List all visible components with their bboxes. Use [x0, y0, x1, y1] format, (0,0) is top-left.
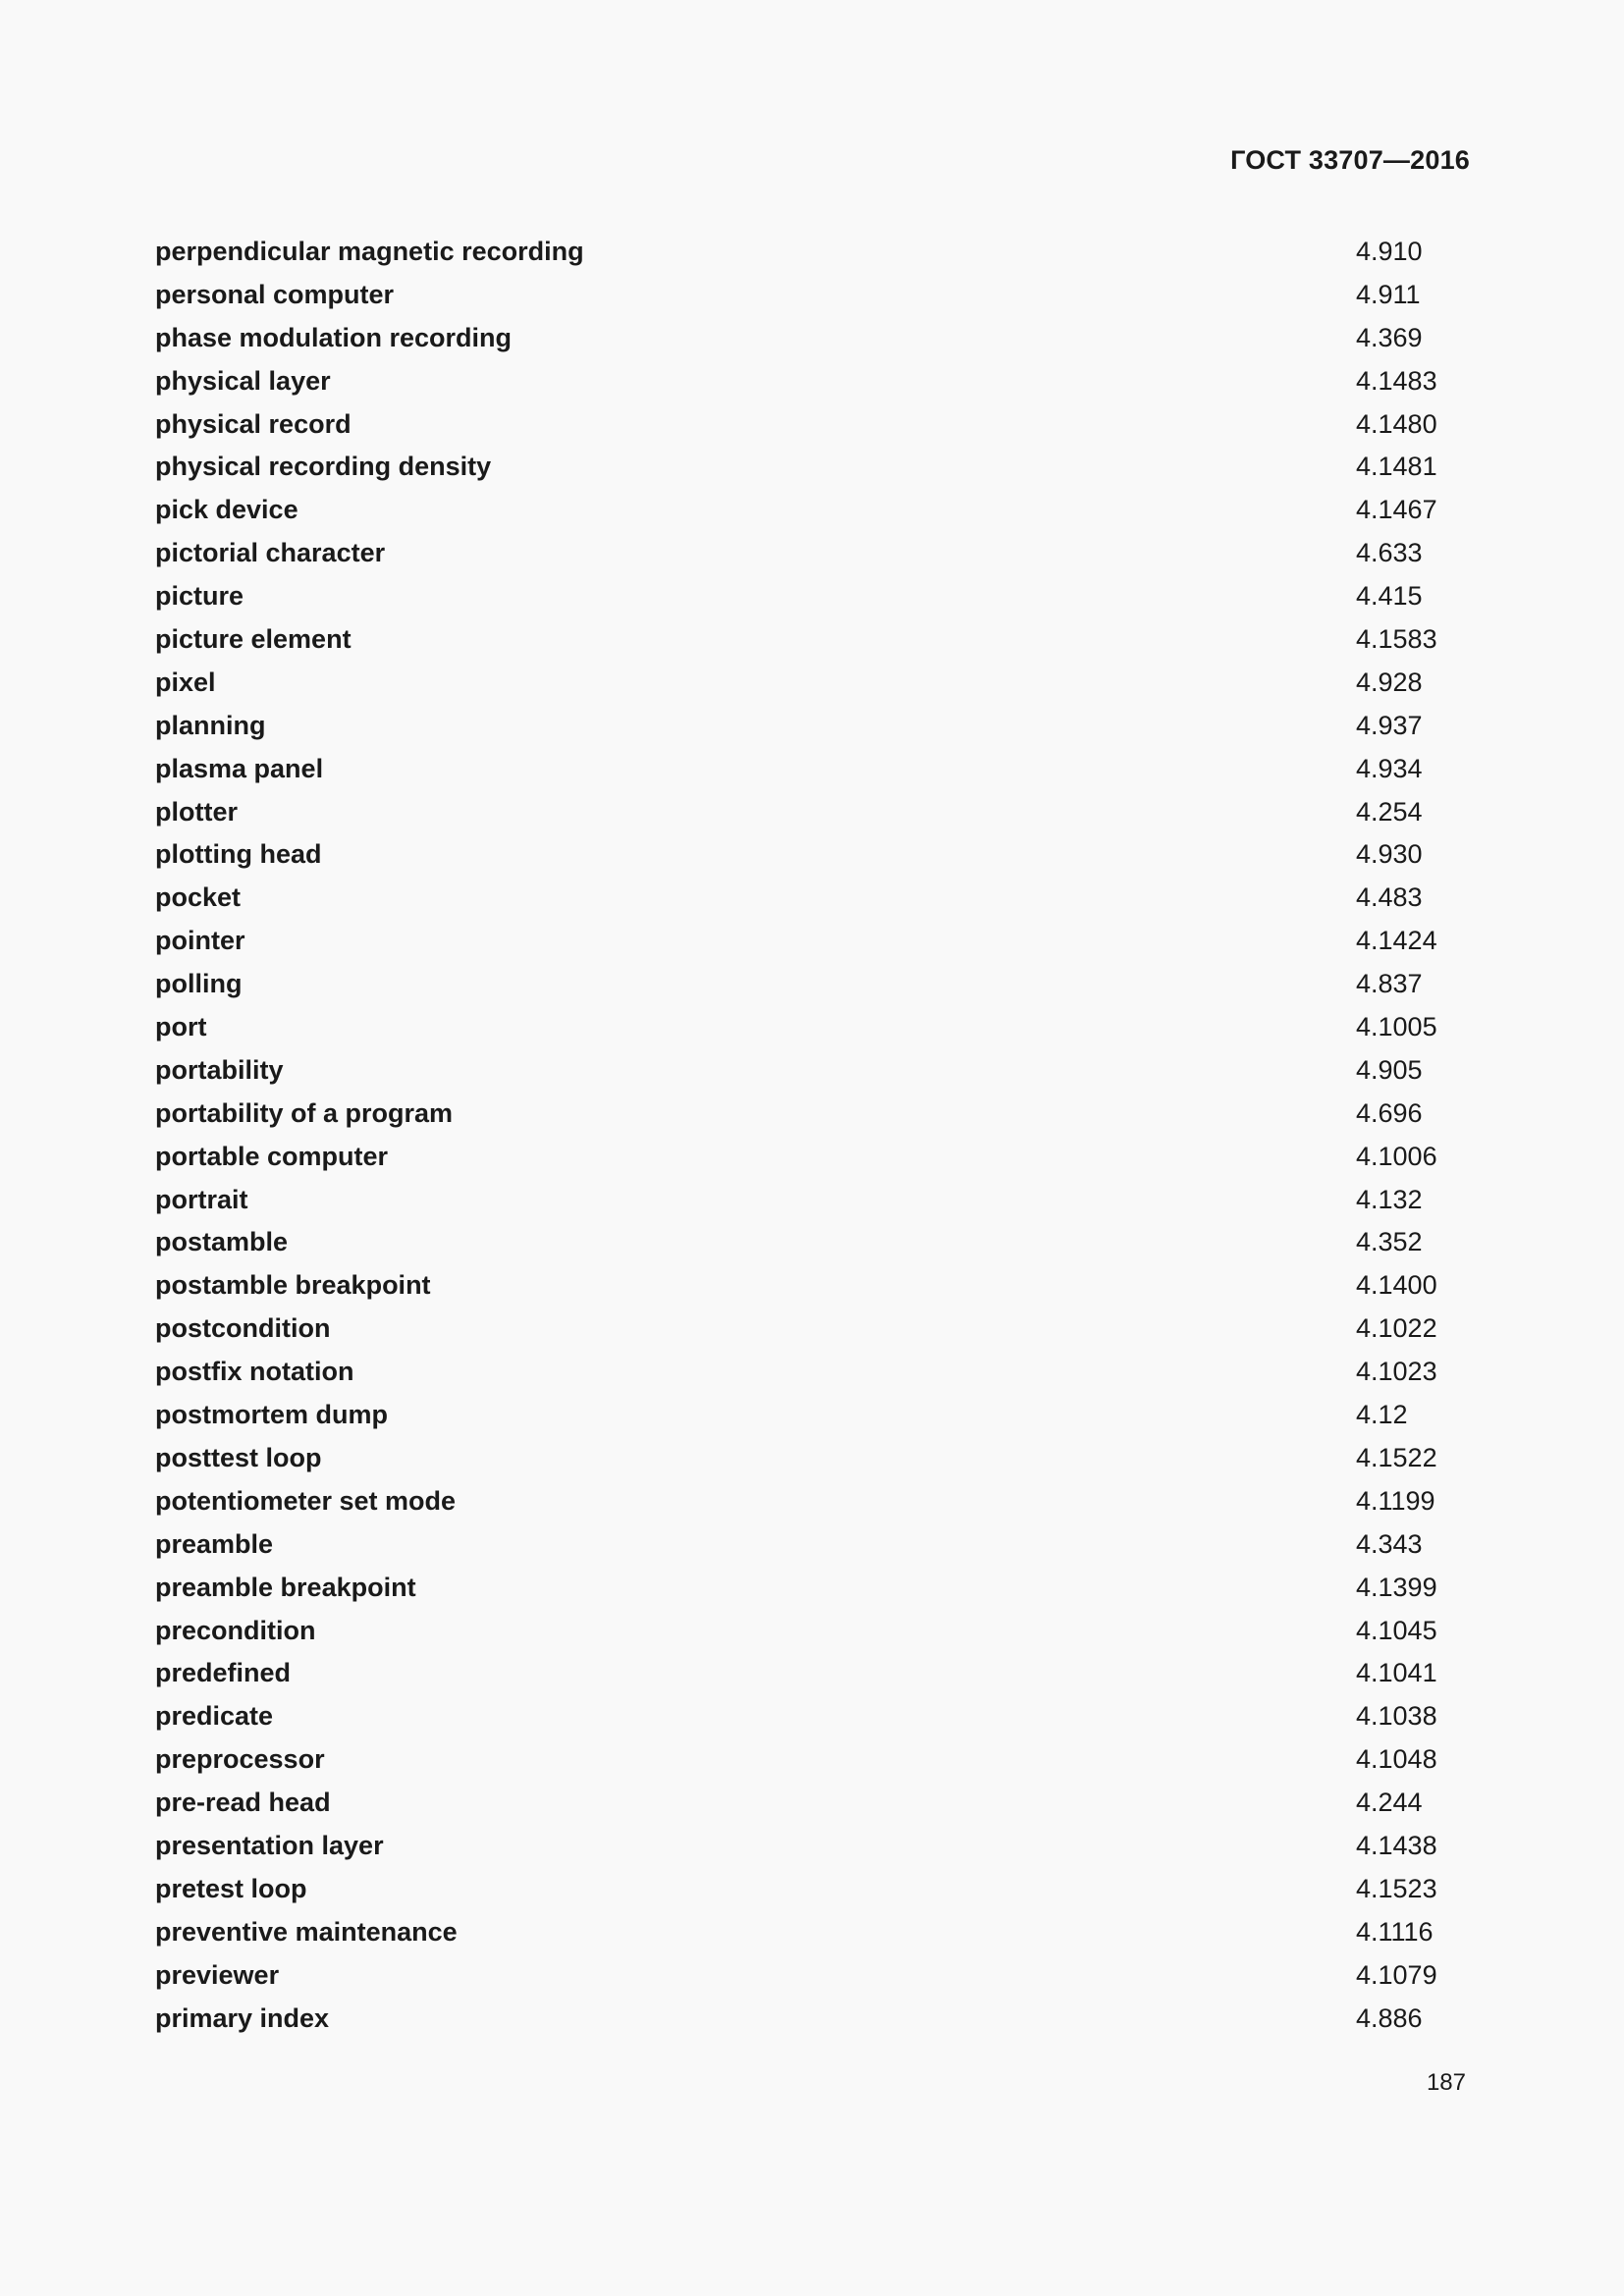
index-term: presentation layer — [155, 1830, 384, 1860]
index-reference: 4.415 — [1356, 581, 1423, 612]
index-entry — [155, 662, 1471, 705]
index-term: preamble — [155, 1528, 274, 1559]
index-reference: 4.1481 — [1356, 452, 1437, 482]
index-term: picture element — [155, 624, 352, 655]
index-entry — [155, 748, 1471, 791]
index-term: physical layer — [155, 365, 331, 396]
index-reference: 4.930 — [1356, 839, 1423, 870]
index-entry — [155, 1136, 1471, 1179]
standard-header: ГОСТ 33707—2016 — [1230, 145, 1470, 175]
index-term: perpendicular magnetic recording — [155, 237, 584, 266]
index-reference: 4.928 — [1356, 667, 1423, 697]
index-term: pointer — [155, 926, 245, 956]
index-term: preamble breakpoint — [155, 1572, 416, 1602]
index-reference: 4.910 — [1356, 237, 1423, 266]
index-reference: 4.1483 — [1356, 365, 1437, 396]
index-entry — [155, 1049, 1471, 1093]
index-reference: 4.132 — [1356, 1184, 1423, 1214]
index-term: polling — [155, 969, 243, 999]
index-entry — [155, 963, 1471, 1006]
index-entry — [155, 274, 1471, 317]
index-reference: 4.1045 — [1356, 1615, 1437, 1645]
index-term: postcondition — [155, 1313, 331, 1344]
index-entry — [155, 618, 1471, 662]
index-entry — [155, 1782, 1471, 1825]
index-entry — [155, 1179, 1471, 1222]
index-reference: 4.1399 — [1356, 1572, 1437, 1602]
index-reference: 4.483 — [1356, 882, 1423, 913]
index-term: pictorial character — [155, 538, 386, 568]
index-entry — [155, 489, 1471, 532]
index-entry — [155, 1911, 1471, 1954]
index-term: phase modulation recording — [155, 322, 513, 352]
index-reference: 4.937 — [1356, 710, 1423, 740]
index-term: portability — [155, 1054, 284, 1085]
index-entry — [155, 1695, 1471, 1738]
index-term: preventive maintenance — [155, 1916, 458, 1947]
index-entry — [155, 1523, 1471, 1567]
index-reference: 4.905 — [1356, 1054, 1423, 1085]
index-term: planning — [155, 710, 266, 740]
index-reference: 4.254 — [1356, 796, 1423, 827]
index-reference: 4.1199 — [1356, 1485, 1435, 1516]
index-reference: 4.343 — [1356, 1528, 1423, 1559]
index-term: physical record — [155, 408, 352, 439]
index-entry — [155, 1954, 1471, 1998]
index-entry — [155, 532, 1471, 575]
index-reference: 4.1424 — [1356, 926, 1437, 956]
index-entry — [155, 1998, 1471, 2041]
index-reference: 4.696 — [1356, 1097, 1423, 1128]
index-entry — [155, 877, 1471, 920]
index-reference: 4.1005 — [1356, 1012, 1437, 1042]
index-entry — [155, 1308, 1471, 1351]
index-entry — [155, 403, 1471, 447]
index-term: pocket — [155, 882, 242, 913]
index-entry — [155, 1480, 1471, 1523]
index-term: plotting head — [155, 839, 322, 870]
index-term: primary index — [155, 2002, 330, 2033]
index-entry — [155, 1652, 1471, 1695]
index-entry — [155, 1825, 1471, 1868]
index-reference: 4.633 — [1356, 538, 1423, 568]
index-entry — [155, 1868, 1471, 1911]
index-term: postamble — [155, 1227, 289, 1257]
index-term: physical recording density — [155, 452, 492, 482]
index-term: previewer — [155, 1959, 280, 1990]
index-entry — [155, 446, 1471, 489]
index-entry — [155, 231, 1471, 274]
index-term: preprocessor — [155, 1744, 325, 1775]
index-reference: 4.1438 — [1356, 1830, 1437, 1860]
index-reference: 4.837 — [1356, 969, 1423, 999]
index-term: postfix notation — [155, 1357, 354, 1387]
index-entry — [155, 833, 1471, 877]
index-term: plasma panel — [155, 753, 324, 783]
index-term: predicate — [155, 1701, 274, 1732]
index-term: plotter — [155, 796, 238, 827]
index-reference: 4.1116 — [1356, 1916, 1434, 1947]
index-reference: 4.1467 — [1356, 495, 1437, 525]
index-reference: 4.1079 — [1356, 1959, 1437, 1990]
index-reference: 4.1022 — [1356, 1313, 1437, 1344]
index-entry — [155, 1264, 1471, 1308]
index-term: portability of a program — [155, 1097, 454, 1128]
index-entry — [155, 575, 1471, 618]
index-term: picture — [155, 581, 244, 612]
index-entry — [155, 1351, 1471, 1394]
index-term: predefined — [155, 1658, 292, 1688]
index-reference: 4.1523 — [1356, 1873, 1437, 1903]
index-term: posttest loop — [155, 1442, 322, 1472]
index-reference: 4.1480 — [1356, 408, 1437, 439]
index-entry — [155, 1738, 1471, 1782]
index-reference: 4.934 — [1356, 753, 1423, 783]
index-entry — [155, 1006, 1471, 1049]
index-entry — [155, 317, 1471, 360]
index-reference: 4.1048 — [1356, 1744, 1437, 1775]
index-reference: 4.369 — [1356, 322, 1423, 352]
term-index-list — [155, 231, 1471, 2040]
index-term: portable computer — [155, 1141, 389, 1171]
index-entry — [155, 1567, 1471, 1610]
index-term: personal computer — [155, 279, 395, 309]
index-reference: 4.1041 — [1356, 1658, 1437, 1688]
index-term: postamble breakpoint — [155, 1270, 431, 1301]
index-reference: 4.12 — [1356, 1400, 1408, 1430]
index-term: postmortem dump — [155, 1400, 389, 1430]
index-entry — [155, 1093, 1471, 1136]
index-reference: 4.1038 — [1356, 1701, 1437, 1732]
index-reference: 4.1400 — [1356, 1270, 1437, 1301]
index-entry — [155, 1221, 1471, 1264]
index-entry — [155, 705, 1471, 748]
index-reference: 4.352 — [1356, 1227, 1423, 1257]
index-term: pretest loop — [155, 1873, 307, 1903]
index-term: pre-read head — [155, 1788, 331, 1818]
index-entry — [155, 791, 1471, 834]
index-reference: 4.1522 — [1356, 1442, 1437, 1472]
page-number: 187 — [1426, 2069, 1466, 2096]
index-entry — [155, 920, 1471, 963]
index-term: port — [155, 1012, 207, 1042]
index-entry — [155, 360, 1471, 403]
index-reference: 4.1006 — [1356, 1141, 1437, 1171]
index-reference: 4.244 — [1356, 1788, 1423, 1818]
index-entry — [155, 1610, 1471, 1653]
index-term: pixel — [155, 667, 216, 697]
index-reference: 4.1583 — [1356, 624, 1437, 655]
index-entry — [155, 1437, 1471, 1480]
index-term: portrait — [155, 1184, 248, 1214]
index-term: pick device — [155, 495, 298, 525]
index-entry — [155, 1394, 1471, 1437]
index-term: precondition — [155, 1615, 316, 1645]
index-reference: 4.911 — [1356, 279, 1421, 309]
index-reference: 4.1023 — [1356, 1357, 1437, 1387]
index-reference: 4.886 — [1356, 2002, 1423, 2033]
index-term: potentiometer set mode — [155, 1485, 457, 1516]
